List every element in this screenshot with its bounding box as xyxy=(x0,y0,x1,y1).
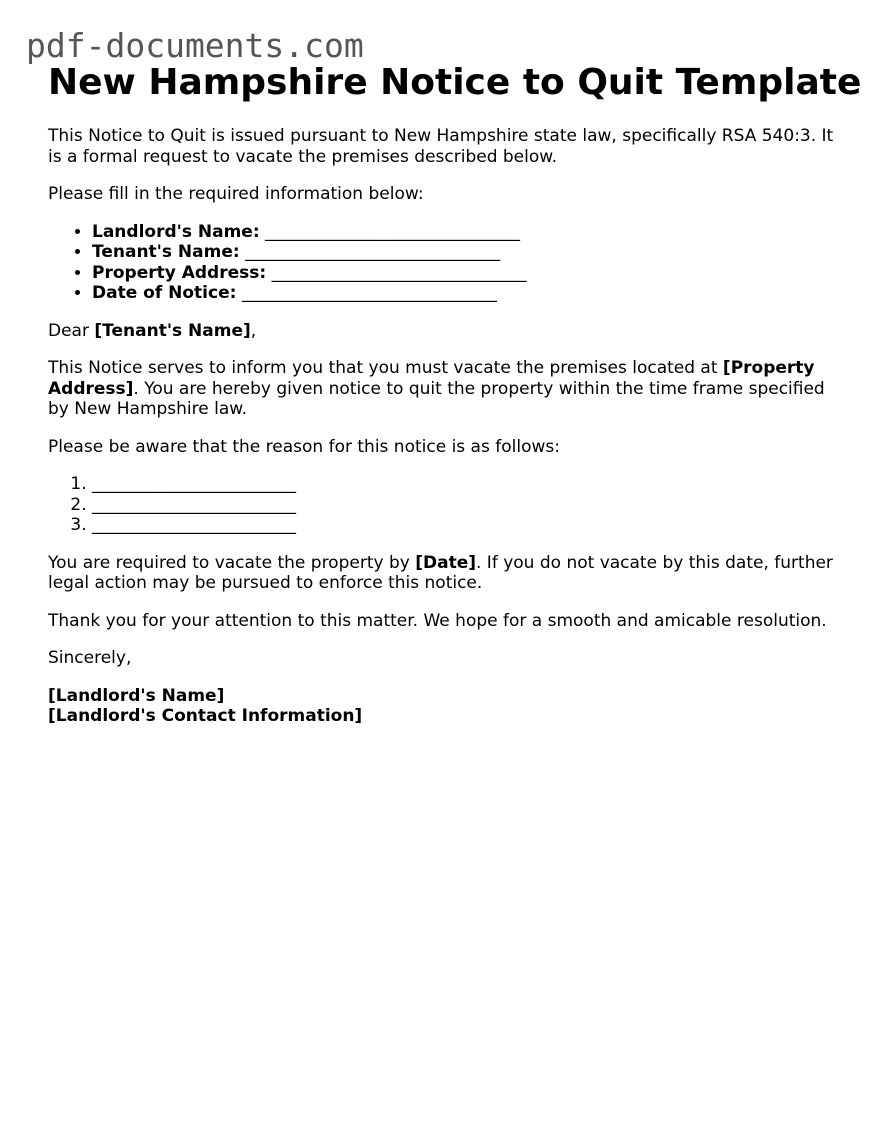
field-tenant-name xyxy=(92,242,848,263)
field-date-of-notice xyxy=(92,283,848,304)
closing: Sincerely, xyxy=(48,648,132,668)
field-blank: ______________________________ xyxy=(245,242,501,262)
vacate-date: [Date] xyxy=(415,552,476,573)
notice-body-address: [Property Address] xyxy=(48,358,815,399)
field-list xyxy=(48,222,848,304)
field-blank: ______________________________ xyxy=(241,283,497,303)
field-landlord-name xyxy=(92,222,848,243)
field-label: Date of Notice: xyxy=(92,283,237,303)
fill-prompt: Please fill in the required information below: xyxy=(48,184,424,204)
salutation-suffix: , xyxy=(250,320,257,341)
signature-contact: [Landlord's Contact Information] xyxy=(48,706,363,726)
reason-intro: Please be aware that the reason for this notice is as follows: xyxy=(48,436,560,457)
field-blank: ______________________________ xyxy=(271,262,527,283)
watermark: pdf-documents.com xyxy=(26,26,364,65)
field-property-address xyxy=(92,263,848,284)
salutation-tenant-name: [Tenant's Name] xyxy=(94,320,251,341)
field-label: Tenant's Name: xyxy=(92,242,240,262)
notice-body-before: This Notice serves to inform you that you must vacate the premises located at xyxy=(48,358,723,378)
intro-paragraph: This Notice to Quit is issued pursuant to New Hampshire state law, specifically RSA 540:3. It is a formal request to vacate the premises described below. xyxy=(48,126,834,167)
field-label: Landlord's Name: xyxy=(92,221,260,242)
vacate-before: You are required to vacate the property by xyxy=(48,552,416,573)
reason-item: 3. ________________________ xyxy=(92,515,848,536)
field-label: Property Address: xyxy=(92,262,267,283)
page-title: New Hampshire Notice to Quit Template xyxy=(48,62,862,103)
reason-item: 1. ________________________ xyxy=(92,474,848,495)
document-page xyxy=(48,60,862,727)
notice-body-paragraph xyxy=(48,358,848,420)
thanks-paragraph: Thank you for your attention to this matter. We hope for a smooth and amicable resolution. xyxy=(48,610,827,631)
salutation xyxy=(48,321,848,342)
salutation-prefix: Dear xyxy=(48,320,95,341)
reason-item: 2. ________________________ xyxy=(92,495,848,516)
signature-block xyxy=(48,686,848,727)
vacate-paragraph xyxy=(48,553,848,594)
notice-body-after: . You are hereby given notice to quit the property within the time frame specified by New Hampshire law. xyxy=(48,378,825,419)
signature-name: [Landlord's Name] xyxy=(48,685,225,706)
reason-list xyxy=(48,474,848,536)
field-blank: ______________________________ xyxy=(265,221,521,242)
vacate-after: . If you do not vacate by this date, further legal action may be pursued to enforce this notice. xyxy=(48,552,833,593)
